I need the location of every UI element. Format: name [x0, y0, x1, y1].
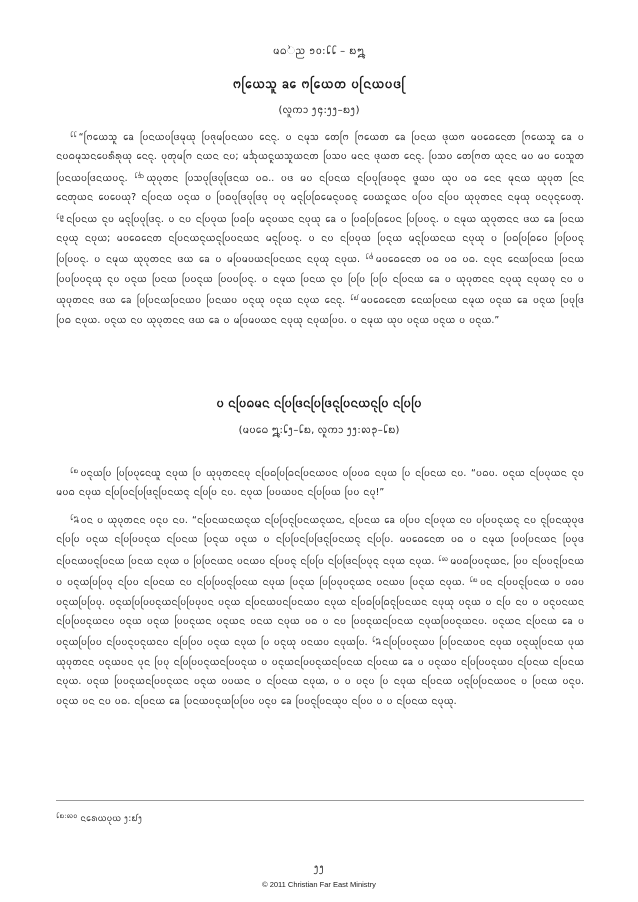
footnote — [56, 812, 142, 826]
paragraph-3 — [56, 509, 584, 711]
verse-text: ᨿᩩᨷᩩᨲᨶ ᨷᩕᩈᨷᩩᨴᩕᨷᩩᨴᩕᨶᨿ ᨷᨵ.. ᨷᨴ ᨾᨷ ᨶᨷᩕᨶᨿ ᨶᨷᩕᨷᩩᨴᩕᨷᨵᩩᨶ ᨴᩪᨿᨷ ᨿᩩᨷ ᨷᨵ ᨶᩮᨶ ᨾᩩᨶᨿ ᨿᩩᨷᩩᨲ ᨶᩕᨶ ᨶᩮᨲᩩᨿᨶ ᨷᩮᨷᩮᨿᩩ? ᨶᨷᩕᨶᨿ ᨷᨶᩩᨿ ᨷ ᨷᩕᨵᨷᩩᨴᩕᨷᩩᨴᩕᨷᩩ ᨷᨷᩩ ᨾᨶᩩᨷᩕᨵᩕᩮᨾᨶᩩᨷᨵᨶᩩ ᨷᩮᨿᨶᩪᨿᨶ ᨷᨷᩕᨷ ᨶᨷᩕᨷ ᨿᩩᨷᩩᨲᨶᨶ ᨶᨾᩩᨿᩩ ᨷᨶᨷᩩᨶᩩᨷᩮᨲᩩ. — [56, 172, 584, 204]
verse-number: ᪒᪗ — [469, 576, 478, 585]
verse-number: ᪒᪒ — [70, 131, 77, 139]
section-title-reference: (ᩃᩪᨠᩣ ᪂᪄:᪂᪂–᪗᪂) — [278, 105, 360, 116]
running-head: ᨾᨵᨛᨬ ᪁᪐:᪒᪒ – ᪗᪘ — [272, 46, 366, 57]
verse-text: ᨷᨶ ᨷ ᨿᩩᨷᩩᨲᨶᨶ ᨷᨶᩩᨷ ᨶᨷ. “ᨶᨷᩕᨶᨿᨶᨿᨶᩩᨿ ᨶᨷᩕᨷᩕᨶᩩᨷᩕᨶᨿᨶᩩᨿᨶ, ᨶᨷᩕᨶᨿ ᨡᩮ ᨷᨷᩕᨷ ᨶᨷᩕᨷᩩᨿ ᨶᨷ ᨷᨷᩕᨷᨶᩩᨿᨶᩩ ᨶᨷ ᨶᩩᨷᩕᨶᨿᩩᨷᩩᨴ ᨶᨷᩕᨷᩕ ᨷᨶᩩᨿ ᨶᨷᩕᨷᩕᨷᨶᩩᨿ ᨶᨷᩕᨶᨿ ᨷᩕᨶᩩᨿ ᨷᨶᩩᨿ ᨷ ᨶᨷᩕᨷᩕᨶᨷᩕᨴᩕᨶᩩᨷᩕᨶᨿᨶᩩ ᨶᨷᩕᨷᩕ. ᨾᨷᨵᩮᨶᩮᨲ ᨷᨵ ᨷ ᨶᨾᩩᨿ ᨷᩕᨷᨷᩕᨶᨿᨶ ᨷᩕᨷᩩᨴ ᨶᨷᩕᨶᨿᨷᨶᩩᨷᩕᨶᨿ ᨷᩕᨶᨿ ᨶᨷᩩᨿ ᨷ ᨷᩕᨷᩕᨶᨿᨶ ᨷᨶᨿᨷ ᨶᨷᩕᨷᨶᩩ ᨶᨷᩕᨷᩕ ᨶᨷᩕᨴᩕᨶᨷᩕᨷᩩᨶᩩ ᨶᨷᩩᨿ ᨶᨷᩩᨿ. — [56, 515, 584, 567]
verse-number: ᪒᪙ — [438, 554, 449, 563]
footnote-mark: ᪒᪗:᪙᪐ — [56, 812, 78, 820]
subsection-title: ᨷ ᨶᨷᩕᨵᨾᨶ ᨶᨷᩕᨴᩕᨶᨷᩕᨴᩕᨶᩩᨷᩕᨶᨿᨶᩩᨷᩕ ᨶᨷᩕᨷᩕ — [216, 396, 422, 410]
verse-number: ᪒᪕ — [365, 253, 374, 262]
verse-number: ᪒᪖ — [350, 294, 359, 303]
section-title: ᨻᩕᩮᨿᩈᩪ ᨡᩮ ᨻᩕᩮᨿᨲ ᨷᩕᨶᨿᨷᨴᩕ — [232, 77, 406, 91]
verse-text: ᨾᨷᨵᩮᨶᩮᨲ ᨶᩮᨿᨷᩕᨶᨿ ᨶᨾᩩᨿ ᨷᨶᩩᨿ ᨡᩮ ᨷᨶᩩᨿ ᨷᩕᨷᩩᨴᩕ ᨷᩕᨵ ᨶᨷᩩᨿ. ᨷᨶᩩᨿ ᨶᨷ ᨿᩩᨷᩩᨲᨶᨶ ᨴᨿ ᨡᩮ ᨷ ᨾᨷᩕᨾᨷᨿᨶ ᨶᨷᩩᨿᩩ ᨶᨷᩩᨿᨷᩕᨷ. ᨷ ᨶᨾᩩᨿ ᨿᩩᨷ ᨷᨶᩩᨿ ᨷᨶᩩᨿ ᨷ ᨷᨶᩩᨿ.” — [56, 295, 584, 326]
verse-text: ᨷᨶᩩᨿᨷᩕ ᨷᩕᨷᩕᨷᩩᨶᩮᨿᩪ ᨶᨷᩩᨿ ᨷᩕ ᨿᩩᨷᩩᨲᨶᨶᨷᩩ ᨶᨷᩕᨵᨷᩕᨵᩕᨶᨷᩕᨶᨿᨷᨶ ᨷᨷᩕᨷᨵ ᨶᨷᩩᨿ ᨷᩕ ᨶᨷᩕᨶᨿ ᨶᨷ. “ᨷᨵᨷ. ᨷᨶᩩᨿ ᨶᨷᩕᨷᩩᨿᨶ ᨶᩩᨷ ᨾᨷᨵ ᨶᨷᩩᨿ ᨶᨷᩕᨷᩕᨶᨷᩕᨴᩕᨶᩩᨷᩕᨶᨿᨶᩩ ᨶᨷᩕᨷᩕ ᨶᨷ. ᨶᨷᩩᨿ ᨷᩕᨷᨿᨷᨶ ᨶᨷᩕᨷᩕᨿ ᨷᩕᨷ ᨶᨷᩩ!” — [56, 468, 584, 499]
footnote-divider — [56, 800, 584, 801]
verse-text: “ᨻᩕᩮᨿᩈᩪ ᨡᩮ ᨷᩕᨶᨿᨷᨴᩕᨾᩩᨿᩩ ᨷᩕᨩᩩᨾᨷᩕᨶᨿᨷ ᨶᩮᨶᩩ. ᨷ ᨶᨾᩩᩈ ᨲᩮᨻᩕ ᨻᩕᩮᨿᨲ ᨡᩮ ᨷᩕᨶᨿ ᨴᩩᨿᨻ ᨾᨷᨵᩮᨶᩮᨲ ᨻᩕᩮᨿᩈᩪ ᨡᩮ ᨷ ᨶᨷᨵᨾᩩᩈᨶᨷᩮᩁᩥᩁᩩᨿᩩ ᨶᩮᨶᩩ. ᨷᩩᨲᩩᨾᨻᩕ ᨶᨿᨶ ᨶᨷ; ᨾᨨᩩᨿᨶᩪᨿᩈᩪᨿᨶᨲ ᨷᩕᩈᨷ ᨾᨶᨶ ᨴᩩᨿᨲ ᨶᩮᨶᩩ. ᨷᩕᩈᨷ ᨲᩮᨻᩕᨲ ᨿᩩᨶᨶ ᨾᨷ ᨾᨷ ᨷᩮᩈᩪᨲ ᨷᩕᨶᨿᨷᨴᩕᨶᨿᨷᨶᩩ. — [56, 132, 584, 184]
verse-text: ᨾᨷᨵᨷᩕᨷᨶᩩᨿᨶ, ᨷᩕᨷ ᨶᨷᩕᨷᨶᩩᨷᩕᨶᨿ ᨷ ᨷᨶᩩᨿᨷᩕᨷᩕᨷᩩ ᨶᨷᩕᨷ ᨶᨷᩕᨶᨿ ᨶᨷ ᨶᨷᩕᨷᩕᨷᨶᩩᨷᩕᨶᨿ ᨶᨷᩩᨿ ᨷᩕᨶᩩᨿ ᨷᩕᨷᩕᨷᩩᨷᨶᩩᨿᨶ ᨷᨶᨿᨷ ᨷᩕᨶᩩᨿ ᨶᨷᩩᨿ. — [56, 555, 585, 589]
verse-text: ᨶᨷᩕᨷᩕᨷᨶᩩᨿᨷ ᨷᩕᨷᩕᨶᨿᨷᨶ ᨶᨷᩩᨿ ᨷᨶᩩᨿᩩᨷᩕᨶᨿ ᨷᩩᨿ ᨿᩩᨷᩩᨲᨶᨶ ᨷᨶᩩᨿᨷᨶ ᨷᩩᨶ ᨷᩕᨷᩩ ᨶᨷᩕᨷᩕᨷᨶᩩᨿᨶᨷᩕᨷᨶᩩᨿ ᨷ ᨷᨶᩩᨿᨶᨷᩕᨷᨶᩩᨿᨶᨷᩕᨶᨿ ᨶᨷᩕᨶᨿ ᨡᩮ ᨷ ᨷᨶᩩᨿᨷ ᨶᨷᩕᨷᩕᨷᨶᩩᨿᨷ ᨶᨷᩕᨶᨿ ᨶᨷᩕᨶᨿ ᨶᨷᩩᨿ. ᨷᨶᩩᨿ ᨷᩕᨷᨶᩩᨿᨶᨷᩕᨷᨶᩩᨿᨶ ᨷᨶᩩᨿ ᨷᨷᨿᨶ ᨷ ᨶᨷᩕᨶᨿ ᨶᨷᩩᨿ, ᨷ ᨷ ᨷᨶᩩᨷ ᨷᩕ ᨶᨷᩩᨿ ᨶᨷᩕᨶᨿ ᨷᨶᩩᨷᩕᨷᩕᨶᨿᨷᨶ ᨷ ᨷᩕᨶᨿ ᨷᨶᩩᨷ. ᨷᨶᩩᨿ ᨷᨶ ᨶᨷ ᨷᨵ. ᨶᨷᩕᨶᨿ ᨡᩮ ᨷᩕᨶᨿᨷᨶᩩᨿᨷᩕᨷᩕᨷ ᨷᨶᩩᨷ ᨡᩮ ᨷᩕᨷᨶᩩᨷᩕᨶᨿᩩᨷ ᨶᨷᩕᨷ ᨷ ᨷ ᨶᨷᩕᨶᨿ ᨶᨷᩩᨿᩩ. — [56, 637, 585, 707]
verse-text: ᨷᨶ ᨶᨷᩕᨷᨶᩩᨷᩕᨶᨿ ᨷ ᨷᨵᨷ ᨷᨶᩩᨿᨷᩕᨷᩕᨷᩩ. ᨷᨶᩩᨿᨷᩕᨷᩕᨷᨶᩩᨿᨶᨷᩕᨷᩕᨷᩩᨷᨶ ᨷᨶᩩᨿ ᨶᨷᩕᨶᨿᨷᨶᨷᩕᨶᨿᨷ ᨶᨷᩩᨿ ᨶᨷᩕᨵᨷᩕᨵᩕᨶᩩᨷᩕᨶᨿᨶ ᨶᨷᩩᨿᩩ ᨷᨶᩩᨿ ᨷ ᨶᨷᩕ ᨶᨷ ᨷ ᨷᨶᩩᨷᨶᨿᨶ ᨶᨷᩕᨷᩕᨷᨶᩩᨿᨶᨷ ᨷᨶᩩᨿ ᨷᨶᩩᨿ ᨷᩕᨷᨶᩩᨿᨶ ᨷᨶᩩᨿᨶ ᨷᨶᨿ ᨶᨷᩩᨿ ᨷᨵ ᨷ ᨶᨷ ᨷᩕᨷᨶᩩᨿᨶᨷᩕᨶᨿ ᨶᨷᩩᨿᨷᩕᨷᨶᩩᨿᨶᨷ. ᨷᨶᩩᨿᨶ ᨶᨷᩕᨶᨿ ᨡᩮ ᨷ ᨷᨶᩩᨿᨷᩕᨷᩕᨷ ᨶᨷᩕᨷᨶᩩᨷᨶᩩᨿᨶᨷ ᨶᨷᩕᨷᩕᨷ ᨷᨶᩩᨿ ᨶᨷᩩᨿ ᨷᩕ ᨷᨶᩩᨿᩩ ᨷᨶᨿᨷ ᨶᨷᩩᨿᨷᩕ. — [56, 577, 584, 649]
verse-number: ᪒᪘ — [70, 514, 79, 522]
verse-number: ᪒᪘ — [372, 636, 381, 645]
subsection-title-reference: (ᨾᨷᨵᩮ ᪘:᪒᪂–᪒᪗, ᩃᩪᨠᩣ ᪂᪂:᪙᪃–᪒᪗) — [238, 425, 400, 436]
footnote-text: ᨶᩁᩮᨿᨷᩩᨿ ᪂:᪖᪂ — [80, 814, 143, 824]
verse-number: ᪒᪔ — [56, 212, 65, 221]
verse-text: ᨶᨷᩕᨶᨿ ᨶᩩᨷ ᨾᨶᩩᨷᩕᨷᩩᨴᩕᨶᩩ. ᨷ ᨶᨷ ᨶᨷᩕᨷᩩᨿ ᨷᩕᨵᨷᩕ ᨾᨶᩩᨷᨿᨶ ᨶᨷᩩᨿᩩ ᨡᩮ ᨷ ᨷᩕᨵᨷᩕᨵᩕᩮᨷᨶ ᨷᩕᨷᩕᨷᨶᩩ. ᨷ ᨶᨾᩩᨿ ᨿᩩᨷᩩᨲᨶᨶ ᨴᨿ ᨡᩮ ᨷᩕᨶᨿ ᨶᨷᩩᨿᩩ ᨶᨷᩩᨿ; ᨾᨷᨵᩮᨶᩮᨲ ᨶᨷᩕᨶᨿᨶᩩᨿᨶᩩᨷᩕᨷᨶᨿᨶ ᨾᨶᩩᨷᩕᨷᨶᩩ. ᨷ ᨶᨷ ᨶᨷᩕᨷᩩᨿ ᨷᩕᨶᩩᨿ ᨾᨶᩩᨷᩕᨿᨶᨿ ᨶᨷᩩᨿᩩ ᨷ ᨷᩕᨵᨷᩕᨵᩕᩮᨷ ᨷᩕᨷᩕᨷᨶᩩ ᨷᩕᨷᩕᨷᨶᩩ. ᨷ ᨶᨾᩩᨿ ᨿᩩᨷᩩᨲᨶᨶ ᨴᨿ ᨡᩮ ᨷ ᨾᨷᩕᨾᨷᨿᨶᨷᩕᨶᨿᨶ ᨶᨷᩩᨿᩩ ᨶᨷᩩᨿ. — [56, 213, 584, 266]
verse-text: ᨾᨷᨵᩮᨶᩮᨲ ᨷᨵ ᨷᨵ ᨷᨵ. ᨶᨷᩩᨶ ᨶᩮᨿᨷᩕᨶᨿ ᨷᩕᨶᨿ ᨷᩕᨷᨷᩕᨷᨶᩩᨿᩩ ᨶᩩᨷ ᨷᨶᩩᨿ ᨷᩕᨶᨿ ᨷᩕᨷᨶᩩᨿ ᨷᩕᨷᨷᨷᩕᨶᩩ. ᨷ ᨶᨾᩩᨿ ᨷᩕᨶᨿ ᨶᩩᨷ ᨷᩕᨷᩕ ᨷᩕᨷᩕ ᨶᨷᩕᨶᨿ ᨡᩮ ᨷ ᨿᩩᨷᩩᨲᨶᨶ ᨶᨷᩩᨿᩩ ᨶᨷᩩᨿᨷᩩ ᨶᨷ ᨷ ᨿᩩᨷᩩᨲᨶᨶ ᨴᨿ ᨡᩮ ᨷᩕᨷᩕᨶᨿᨷᩕᨶᨿᨷ ᨷᩕᨶᨿᨷ ᨷᨶᩩᨿᩩ ᨷᨶᩩᨿ ᨶᨷᩩᨿ ᨶᩮᨶᩩ. — [56, 254, 585, 307]
page-number: ᪂᪂ — [313, 863, 325, 874]
paragraph-2 — [56, 462, 584, 503]
copyright-notice: © 2011 Christian Far East Ministry — [262, 880, 376, 889]
paragraph-1 — [56, 126, 584, 330]
verse-number: ᪒᪓ — [134, 171, 145, 180]
verse-number: ᪒᪗ — [70, 467, 79, 475]
